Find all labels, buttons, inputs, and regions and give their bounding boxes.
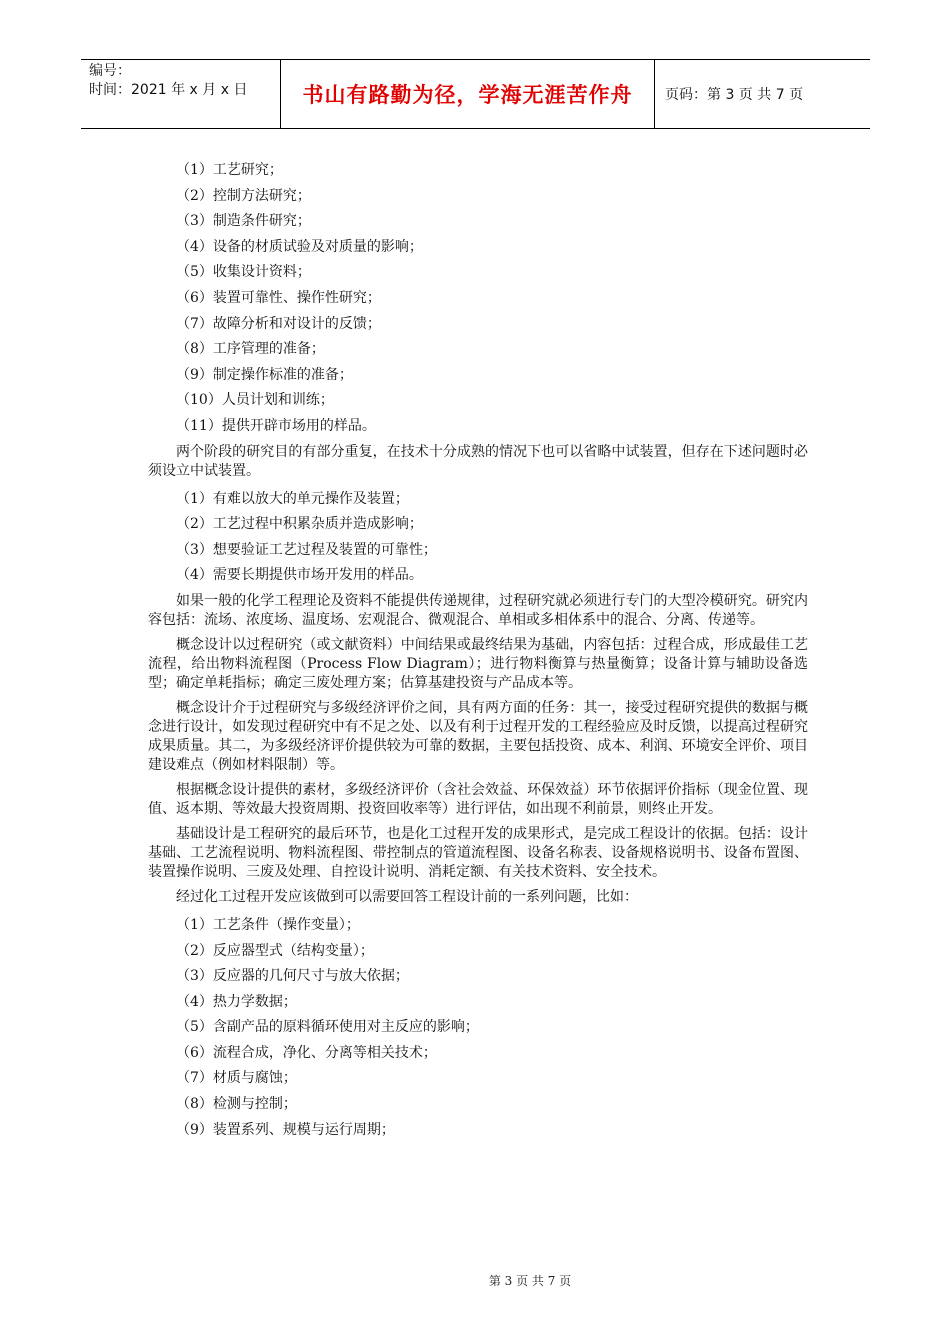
number-label: 编号： <box>89 63 131 79</box>
list-item: （2）反应器型式（结构变量）； <box>176 942 374 959</box>
list-item: （4）需要长期提供市场开发用的样品。 <box>176 567 423 584</box>
paragraph: 两个阶段的研究目的有部分重复，在技术十分成熟的情况下也可以省略中试装置，但存在下述问题时必须设立中试装置。 <box>148 443 808 479</box>
list-item: （3）制造条件研究； <box>176 213 311 230</box>
header-page-code: 页码：第 3 页 共 7 页 <box>665 87 804 103</box>
list-design-questions <box>148 913 808 1143</box>
list-item: （1）工艺研究； <box>176 162 283 178</box>
paragraph: 如果一般的化学工程理论及资料不能提供传递规律，过程研究就必须进行专门的大型冷模研究。研究内容包括：流场、浓度场、温度场、宏观混合、微观混合、单相或多相体系中的混合、分离、传递等。 <box>148 592 808 628</box>
list-item: （3）反应器的几何尺寸与放大依据； <box>176 968 409 985</box>
list-item: （6）流程合成，净化、分离等相关技术； <box>176 1044 437 1061</box>
paragraph: 概念设计以过程研究（或文献资料）中间结果或最终结果为基础，内容包括：过程合成，形成最佳工艺流程，给出物料流程图（Process Flow Diagram）；进行物料衡算与热量衡算；设备计算与辅助设备选型；确定单耗指标；确定三废处理方案；估算基建投资与产品成本等。 <box>148 636 808 691</box>
document-body <box>148 158 808 1143</box>
list-item: （7）材质与腐蚀； <box>176 1070 297 1087</box>
header-motto: 书山有路勤为径，学海无涯苦作舟 <box>281 60 655 128</box>
header-meta <box>81 60 281 128</box>
paragraph: 基础设计是工程研究的最后环节，也是化工过程开发的成果形式，是完成工程设计的依据。包括：设计基础、工艺流程说明、物料流程图、带控制点的管道流程图、设备名称表、设备规格说明书、设备布置图、装置操作说明、三废及处理、自控设计说明、消耗定额、有关技术资料、安全技术。 <box>148 825 808 880</box>
list-item: （11）提供开辟市场用的样品。 <box>176 417 376 434</box>
list-item: （4）设备的材质试验及对质量的影响； <box>176 238 423 255</box>
paragraph: 根据概念设计提供的素材，多级经济评价（含社会效益、环保效益）环节依据评价指标（现金位置、现值、返本期、等效最大投资周期、投资回收率等）进行评估，如出现不利前景，则终止开发。 <box>148 781 808 817</box>
list-item: （8）检测与控制； <box>176 1096 297 1113</box>
list-item: （3）想要验证工艺过程及装置的可靠性； <box>176 541 437 558</box>
page-header <box>81 59 870 129</box>
list-item: （7）故障分析和对设计的反馈； <box>176 315 381 332</box>
list-item: （8）工序管理的准备； <box>176 341 325 358</box>
list-pilot-conditions <box>148 487 808 589</box>
list-research-items <box>148 158 808 440</box>
list-item: （4）热力学数据； <box>176 993 297 1010</box>
list-item: （10）人员计划和训练； <box>176 392 334 409</box>
page-footer <box>0 1272 950 1289</box>
list-item: （9）装置系列、规模与运行周期； <box>176 1121 395 1138</box>
list-item: （2）工艺过程中积累杂质并造成影响； <box>176 516 423 533</box>
list-item: （5）收集设计资料； <box>176 264 311 281</box>
list-item: （9）制定操作标准的准备； <box>176 366 353 383</box>
paragraph: 经过化工过程开发应该做到可以需要回答工程设计前的一系列问题，比如： <box>176 888 638 905</box>
list-item: （1）工艺条件（操作变量）； <box>176 916 360 933</box>
page-number: 第 3 页 共 7 页 <box>488 1274 572 1288</box>
paragraph: 概念设计介于过程研究与多级经济评价之间，具有两方面的任务：其一，接受过程研究提供的数据与概念进行设计，如发现过程研究中有不足之处、以及有利于过程开发的工程经验应及时反馈，以提高过程研究成果质量。其二，为多级经济评价提供较为可靠的数据，主要包括投资、成本、利润、环境安全评价、项目建设难点（例如材料限制）等。 <box>148 699 808 773</box>
list-item: （2）控制方法研究； <box>176 187 311 204</box>
list-item: （1）有难以放大的单元操作及装置； <box>176 490 409 507</box>
list-item: （5）含副产品的原料循环使用对主反应的影响； <box>176 1019 479 1036</box>
time-label: 时间：2021 年 x 月 x 日 <box>89 82 248 98</box>
list-item: （6）装置可靠性、操作性研究； <box>176 289 381 306</box>
